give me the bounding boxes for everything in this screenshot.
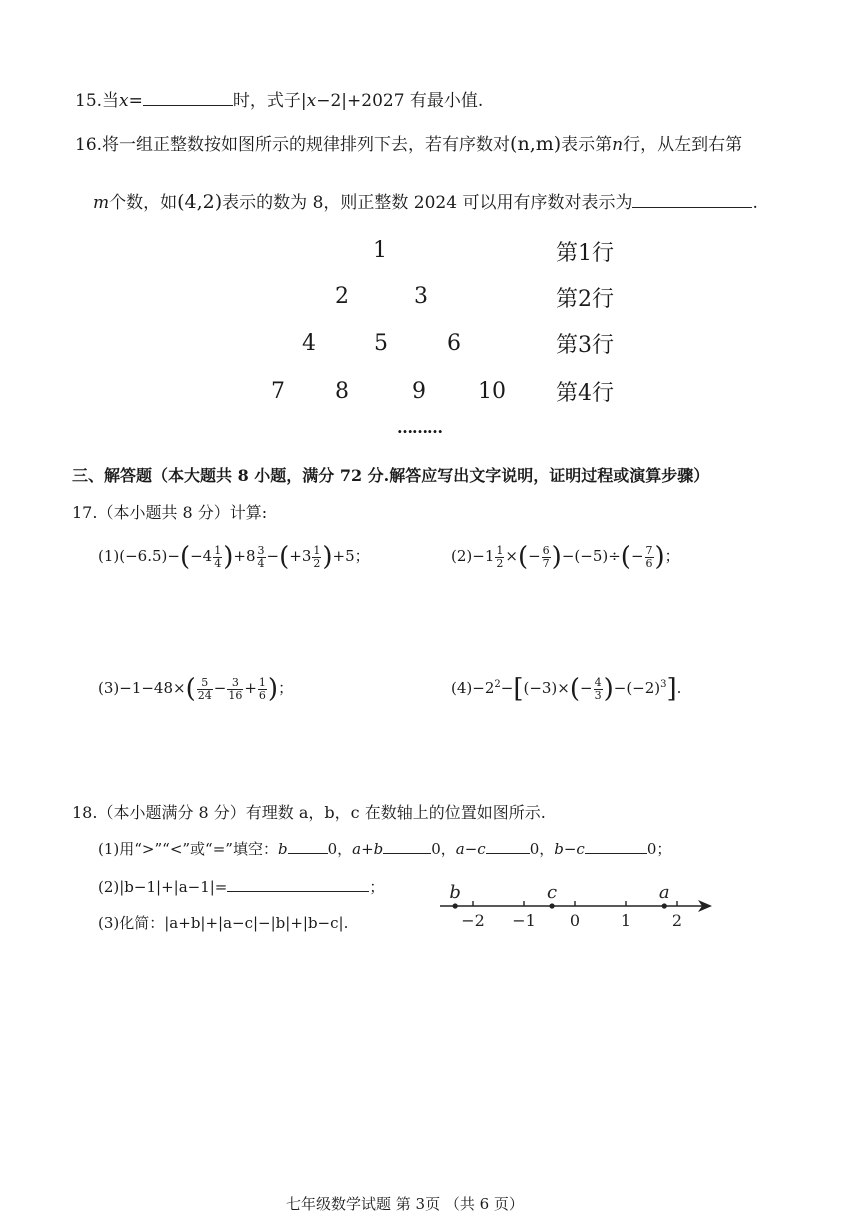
expr-text: (3)−1−48× bbox=[98, 679, 186, 697]
answer-blank[interactable] bbox=[288, 839, 328, 854]
numerator: 7 bbox=[645, 543, 653, 557]
paren-right: ) bbox=[223, 542, 234, 572]
expr-text: + bbox=[244, 679, 257, 697]
point-c bbox=[549, 903, 554, 908]
fraction bbox=[227, 677, 243, 701]
expr-text: −4 bbox=[190, 547, 213, 565]
question-text: 0， bbox=[431, 840, 456, 858]
question-18-sub2 bbox=[98, 876, 384, 897]
point-b bbox=[453, 903, 458, 908]
fraction bbox=[495, 545, 504, 569]
page-footer: 七年级数学试题 第 3页 （共 6 页） bbox=[286, 1195, 524, 1213]
point-label-a: a bbox=[658, 882, 670, 903]
numerator: 1 bbox=[496, 543, 504, 557]
denominator: 7 bbox=[542, 556, 550, 570]
variable-x: x bbox=[306, 91, 317, 111]
expr-text: − bbox=[630, 547, 644, 565]
equals-sign: = bbox=[128, 91, 143, 111]
question-17-header: 17.（本小题共 8 分）计算: bbox=[72, 503, 268, 522]
row-label: 第1行 bbox=[556, 241, 614, 266]
question-17-part2 bbox=[451, 544, 680, 570]
expr-text: − bbox=[213, 679, 227, 697]
triangle-number: 2 bbox=[335, 284, 349, 309]
paren-left: ( bbox=[185, 674, 196, 704]
tick-label: 0 bbox=[569, 911, 581, 930]
row-label: 第4行 bbox=[556, 381, 614, 406]
paren-left: ( bbox=[279, 542, 290, 572]
expr-text: − bbox=[528, 547, 541, 565]
paren-left: ( bbox=[179, 542, 191, 572]
question-16-line2 bbox=[93, 188, 758, 213]
question-text: 0， bbox=[529, 840, 555, 858]
question-text: 16.将一组正整数按如图所示的规律排列下去，若有序数对 bbox=[75, 135, 511, 155]
denominator: 2 bbox=[496, 556, 504, 570]
expr-text: b−c bbox=[554, 840, 585, 858]
question-text: 行，从左到右第 bbox=[623, 135, 743, 155]
bracket-right: ] bbox=[666, 674, 677, 704]
denominator: 2 bbox=[313, 556, 321, 570]
expr-text: +8 bbox=[233, 547, 256, 565]
question-text: −2|+2027 有最小值. bbox=[316, 91, 484, 111]
answer-blank[interactable] bbox=[585, 839, 647, 854]
exponent: 3 bbox=[660, 679, 667, 690]
paren-left: ( bbox=[569, 674, 581, 704]
numerator: 1 bbox=[258, 675, 266, 689]
triangle-number: 9 bbox=[412, 379, 426, 404]
fraction bbox=[542, 545, 551, 569]
fraction bbox=[312, 545, 321, 569]
point-label-b: b bbox=[449, 882, 461, 903]
expr-text: − bbox=[266, 547, 280, 565]
expr-text: (4)−2 bbox=[451, 679, 495, 697]
fraction bbox=[258, 677, 267, 701]
triangle-number: 6 bbox=[447, 331, 461, 356]
answer-blank[interactable] bbox=[227, 877, 369, 892]
triangle-number: 5 bbox=[374, 331, 388, 356]
ordered-pair: (n,m) bbox=[510, 133, 562, 155]
expr-text: (1)(−6.5)− bbox=[98, 547, 180, 565]
numerator: 5 bbox=[197, 677, 213, 690]
paren-right: ) bbox=[267, 674, 279, 704]
expr-text: +3 bbox=[289, 547, 312, 565]
variable-x: x bbox=[119, 91, 129, 111]
numerator: 1 bbox=[313, 543, 321, 557]
question-17-part4 bbox=[451, 676, 681, 702]
question-text: . bbox=[752, 193, 758, 213]
expr-text: − bbox=[580, 679, 593, 697]
triangle-number: 7 bbox=[271, 379, 285, 404]
denominator: 6 bbox=[645, 556, 653, 570]
ellipsis: ……… bbox=[397, 418, 442, 437]
triangle-number: 8 bbox=[335, 379, 349, 404]
paren-right: ) bbox=[654, 542, 665, 572]
paren-left: ( bbox=[517, 542, 529, 572]
question-18-sub1 bbox=[98, 838, 671, 859]
expr-text: b bbox=[277, 840, 288, 858]
bracket-left: [ bbox=[513, 674, 524, 704]
expr-text: (2)−1 bbox=[451, 547, 495, 565]
question-17-part1 bbox=[98, 544, 370, 570]
fraction bbox=[594, 677, 603, 701]
denominator: 24 bbox=[197, 688, 212, 702]
tick-label: −1 bbox=[512, 911, 536, 930]
expr-text: (−3)× bbox=[523, 679, 570, 697]
numerator: 3 bbox=[227, 677, 243, 690]
paren-right: ) bbox=[322, 542, 333, 572]
answer-blank[interactable] bbox=[632, 193, 752, 208]
question-17-part3 bbox=[98, 676, 293, 702]
question-text: 当 bbox=[102, 91, 120, 111]
denominator: 4 bbox=[257, 556, 265, 570]
ordered-pair: (4,2) bbox=[177, 191, 223, 213]
triangle-number: 10 bbox=[478, 379, 506, 404]
answer-blank[interactable] bbox=[143, 91, 233, 106]
fraction bbox=[213, 545, 222, 569]
question-18-sub3: (3)化简：|a+b|+|a−c|−|b|+|b−c|. bbox=[98, 914, 349, 932]
tick-label: 2 bbox=[671, 911, 683, 930]
fraction bbox=[645, 545, 654, 569]
variable-n: n bbox=[612, 135, 624, 155]
expr-text: − bbox=[500, 679, 514, 697]
question-16-line1 bbox=[75, 130, 742, 155]
question-text: 0； bbox=[646, 840, 672, 858]
question-15 bbox=[75, 86, 483, 111]
exponent: 2 bbox=[494, 679, 501, 690]
question-text: 表示的数为 8，则正整数 2024 可以用有序数对表示为 bbox=[222, 193, 633, 213]
expr-text: ； bbox=[278, 679, 294, 697]
paren-left: ( bbox=[620, 542, 631, 572]
row-label: 第3行 bbox=[556, 333, 614, 358]
expr-text: ； bbox=[664, 547, 680, 565]
numerator: 6 bbox=[542, 543, 550, 557]
expr-text: . bbox=[676, 679, 682, 697]
numerator: 3 bbox=[257, 543, 265, 557]
point-a bbox=[662, 903, 667, 908]
expr-text: a+b bbox=[352, 840, 384, 858]
question-text: 个数，如 bbox=[109, 193, 178, 213]
fraction bbox=[257, 545, 266, 569]
numerator: 1 bbox=[214, 543, 222, 557]
denominator: 16 bbox=[228, 688, 243, 702]
expr-text: −(−2) bbox=[613, 679, 661, 697]
point-label-c: c bbox=[547, 882, 558, 903]
tick-label: 1 bbox=[620, 911, 632, 930]
expr-text: −(−5)÷ bbox=[561, 547, 621, 565]
question-18-header: 18.（本小题满分 8 分）有理数 a，b，c 在数轴上的位置如图所示. bbox=[72, 803, 546, 822]
paren-right: ) bbox=[551, 542, 562, 572]
denominator: 4 bbox=[214, 556, 222, 570]
question-text: (2)|b−1|+|a−1|= bbox=[98, 878, 228, 896]
question-number: 15. bbox=[75, 91, 103, 111]
answer-blank[interactable] bbox=[486, 839, 530, 854]
tick-label: −2 bbox=[461, 911, 485, 930]
section-title: 三、解答题（本大题共 8 小题，满分 72 分.解答应写出文字说明，证明过程或演算步骤） bbox=[72, 466, 710, 485]
triangle-number: 1 bbox=[373, 238, 387, 263]
numerator: 4 bbox=[594, 675, 602, 689]
denominator: 3 bbox=[594, 688, 602, 702]
question-text: (1)用“>”“<”或“=”填空： bbox=[98, 840, 278, 858]
expr-text: +5； bbox=[332, 547, 370, 565]
paren-right: ) bbox=[603, 674, 614, 704]
row-label: 第2行 bbox=[556, 287, 614, 312]
question-text: ； bbox=[369, 878, 385, 896]
triangle-number: 3 bbox=[414, 284, 428, 309]
answer-blank[interactable] bbox=[383, 839, 431, 854]
triangle-number: 4 bbox=[302, 331, 316, 356]
question-text: 时，式子| bbox=[232, 91, 307, 111]
variable-m: m bbox=[93, 193, 110, 213]
expr-text: a−c bbox=[455, 840, 486, 858]
question-text: 0， bbox=[327, 840, 353, 858]
fraction bbox=[197, 677, 213, 701]
question-text: 表示第 bbox=[561, 135, 613, 155]
expr-text: × bbox=[505, 547, 518, 565]
denominator: 6 bbox=[258, 688, 266, 702]
number-line bbox=[430, 870, 720, 940]
